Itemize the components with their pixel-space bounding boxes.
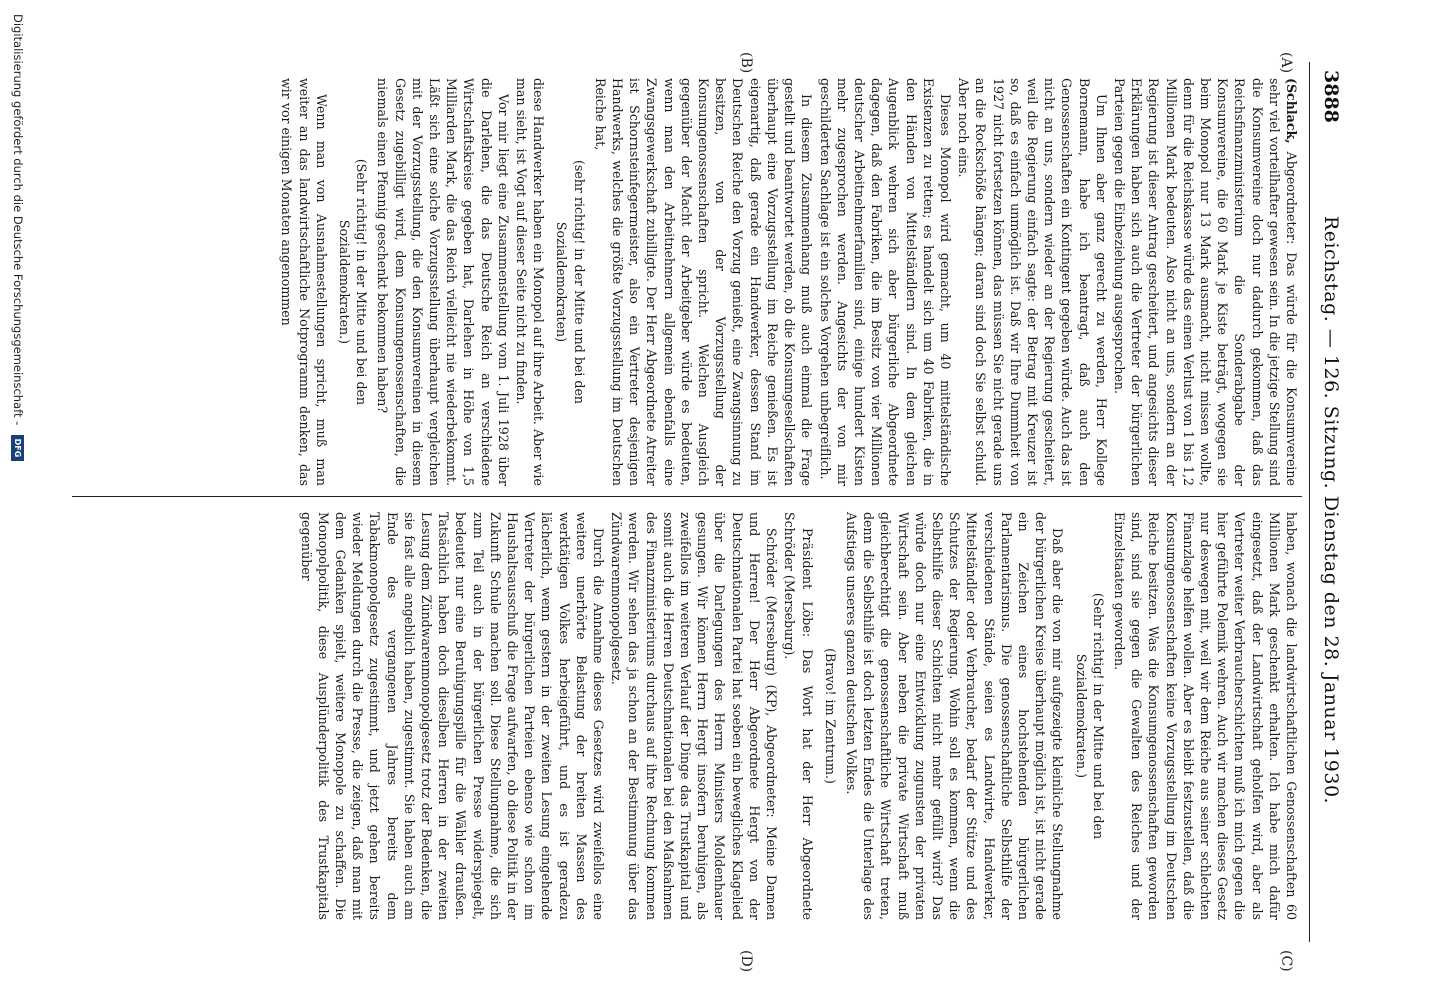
dfg-logo-icon: DFG: [11, 435, 24, 461]
paragraph: Präsident Löbe: Das Wort hat der Herr Abgeordnete Schröder (Merseburg).: [782, 512, 815, 920]
interjection: (Bravo! im Zentrum.): [822, 648, 838, 784]
paragraph: Vor mir liegt eine Zusammenstellung vom 1. Juli 1928 über die Darlehen, die das Deutsche Reich an verschiedene Wirtschaftskreise gegeben hat, Darlehen in Höhe von 1,5 Milliarden Mark, die das Reich vielleicht nie wiederbekommt. Läßt sich eine solche Vorzugsstellung überhaupt vergleichen mit der Vorzugsstellung, die den Konsumvereinen in diesem Gesetz zugebilligt wird, dem Konsumgenossenschaften, die niemals einen Pfennig geschenkt bekommen haben?: [375, 78, 511, 486]
page-number: 3888: [1320, 70, 1342, 123]
digitization-footer: [1, 0, 25, 1000]
paragraph: diese Handwerker haben ein Monopol auf ihre Arbeit. Aber wie man sieht, ist Vogt auf dieser Seite nicht zu finden.: [514, 78, 547, 486]
margin-marker-b: (B): [738, 52, 754, 74]
paragraph: Wenn man von Ausnahmestellungen spricht, muß man weiter an das landwirtschaftliche Notprogramm denken, das wir vor einigen Monaten angenommen: [279, 78, 329, 486]
paragraph: [1111, 78, 1300, 486]
page-header: [1312, 60, 1342, 960]
paragraph: Daß aber die von mir aufgezeigte kleinliche Stellungnahme der bürgerlichen Kreise überhaupt möglich ist, ist nicht gerade ein Zeichen eines hochstehenden bürgerlichen Parlamentarismus. Die genossenschaftliche Selbsthilfe der verschiedenen Stände, seien es Landwirte, Handwerker, Mittelständler oder Verbraucher, bedarf der Stütze und des Schutzes der Regierung. Wohin soll es kommen, wenn die Selbsthilfe dieser Schichten nicht mehr gefüllt wird? Das würde doch nur eine Entwicklung zugunsten der privaten Wirtschaft sein. Aber neben die private Wirtschaft muß gleichberechtigt die genossenschaftliche Wirtschaft treten, denn die Selbsthilfe ist doch letzten Endes die Unterlage des Aufstiegs unseres ganzen deutschen Volkes.: [843, 512, 1066, 920]
paragraph: Schröder (Merseburg) (KP), Abgeordneter: Meine Damen und Herren! Der Herr Abgeordnete Hergt von der Deutschnationalen Partei hat soeben ein bewegliches Klagelied über die Darlegungen des Herrn Ministers Moldenhauer gesungen. Wir können Herrn Hergt insofern beruhigen, als zweifellos im weiteren Verlauf der Dinge das Trustkapital und somit auch die Herren Deutschnationalen bei den Maßnahmen des Finanzministeriums durchaus auf ihre Rechnung kommen werden. Wir sehen das ja schon an der Bestimmung über das Zündwarenmonopolgesetz.: [609, 512, 780, 920]
paragraph: In diesem Zusammenhang muß auch einmal die Frage gestellt und beantwortet werden, ob die Konsumgesellschaften überhaupt eine Vorzugsstellung im Reiche genießen. Es ist eigenartig, daß gerade ein Handwerker, dessen Stand im Deutschen Reiche den Vorzug genießt, eine Zwangsinnung zu besitzen, von der Vorzugsstellung der Konsumgenossenschaften spricht. Welchen Ausgleich gegenüber der Macht der Arbeitgeber würde es bedeuten, wenn man den Arbeitnehmern allgemein ebenfalls eine Zwangsgewerkschaft zubilligte. Der Herr Abgeordnete Atreiter ist Schornsteinfegermeister, also ein Vertreter desjenigen Handwerks, welches die größte Vorzugsstellung im Deutschen Reiche hat,: [592, 78, 815, 486]
margin-marker-a: (A): [1278, 52, 1294, 74]
paragraph: haben, wonach die landwirtschaftlichen Genossenschaften 60 Millionen Mark geschenkt erhalten. Ich habe mich dafür eingesetzt, daß der Landwirtschaft geholfen wird, aber als Vertreter weiter Verbraucherschichten muß ich mich gegen die hier geführte Polemik wehren. Auch wir machen dieses Gesetz nur deswegen mit, weil wir dem Reiche aus seiner schlechten Finanzlage helfen wollen. Aber es bleibt festzustellen, daß die Konsumgenossenschaften keine Vorzugsstellung im Deutschen Reiche besitzen. Was die Konsumgenossenschaften geworden sind, sind sie gegen die Gewalten des Reiches und der Einzelstaaten geworden.: [1111, 512, 1299, 920]
footer-text: Digitalisierung gefördert durch die Deutsche Forschungsgemeinschaft -: [11, 14, 25, 426]
paragraph: Um Ihnen aber ganz gerecht zu werden, Herr Kollege Bornemann, habe ich beantragt, daß auch den Genossenschaften ein Kontingent gegeben würde. Auch das ist nicht an uns, sondern wieder an der Regierung gescheitert, weil die Regierung einfach sagte: der Betrag mit Kreuzer ist so, daß es einfach unmöglich ist. Daß wir Ihre Dummheit von 1927 nicht fortsetzen können, das müssen Sie nicht gerade uns an die Rockschöße hängen; daran sind doch Sie selbst schuld. Aber noch eins.: [956, 78, 1109, 486]
page-title: Reichstag. — 126. Sitzung. Dienstag den 28. Januar 1930.: [1320, 215, 1342, 805]
speaker-name: (Schlack,: [1284, 78, 1299, 144]
interjection: (Sehr richtig! in der Mitte und bei den Sozialdemokraten.): [1073, 592, 1106, 840]
right-column: [296, 512, 1300, 920]
interjection: (Sehr richtig! in der Mitte und bei den Sozialdemokraten.): [337, 158, 370, 406]
left-column: [277, 78, 1300, 486]
margin-marker-d: (D): [738, 950, 754, 973]
paragraph: Dieses Monopol wird gemacht, um 40 mittelständische Existenzen zu retten; es handelt sich um 40 Fabriken, die in den Händen von Mittelständlern sind. In dem gleichen Augenblick wehren sich aber bürgerliche Abgeordnete dagegen, daß den Fabriken, die im Besitz von vier Millionen deutscher Arbeitnehmerfamilien sind, einige hundert Kisten mehr zugesprochen werden. Angesichts der von mir geschilderten Sachlage ist ein solches Vorgehen unbegreiflich.: [817, 78, 953, 486]
paragraph-text: Abgeordneter: Das würde für die Konsumvereine sehr viel vorteilhafter gewesen sein. In die jetzige Stellung sind die Konsumvereine doch nur dadurch gekommen, daß das Reichsfinanzministerium die Sonderabgabe der Konsumvereine, die 60 Mark je Kiste beträgt, wogegen sie beim Monopol nur 13 Mark ausmacht, nicht missen wollte, denn für die Reichskasse würde das einen Verlust von 1 bis 1,2 Millionen Mark bedeuten. Also nicht an uns, sondern an der Regierung ist dieser Antrag gescheitert, und angesichts dieser Erklärungen haben sich auch die Vertreter der bürgerlichen Parteien gegen die Einbeziehung ausgesprochen.: [1111, 78, 1299, 486]
interjection: (sehr richtig! in der Mitte und bei den Sozialdemokraten): [554, 159, 587, 405]
margin-marker-c: (C): [1278, 950, 1294, 972]
header-rule: [1309, 62, 1310, 942]
column-divider: [72, 496, 1302, 497]
paragraph: Durch die Annahme dieses Gesetzes wird zweifellos eine weitere unerhörte Belastung der breiten Massen des werktätigen Volkes herbeigeführt, und es ist geradezu lächerlich, wenn gestern in der zweiten Lesung eingehende Vertreter der bürgerlichen Parteien ebenso wie schon im Haushaltsausschuß die Frage aufwarfen, ob diese Politik in der Zukunft Schule machen soll. Diese Stellungnahme, die sich zum Teil auch in der bürgerlichen Presse widerspiegelt, bedeutet nur eine Beruhigungspille für die Wähler draußen. Tatsächlich haben doch dieselben Herren in der zweiten Lesung dem Zündwarenmonopolgesetz trotz der Bedenken, die sie fast alle angeblich haben, zugestimmt. Sie haben auch am Ende des vergangenen Jahres bereits dem Tabakmonopolgesetz zugestimmt, und jetzt gehen bereits wieder Meldungen durch die Presse, die zeigen, daß man mit dem Gedanken spielt, weitere Monopole zu schaffen. Die Monopolpolitik, diese Ausplünderpolitik des Trustkapitals gegenüber: [298, 512, 607, 920]
